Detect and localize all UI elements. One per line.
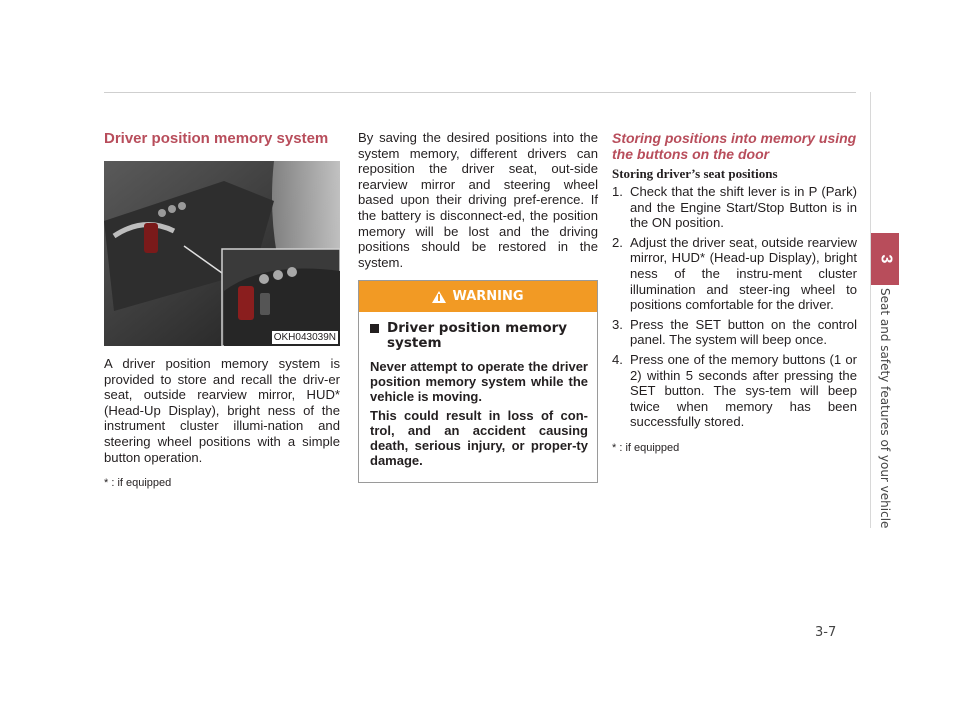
procedure-heading: Storing driver’s seat positions bbox=[612, 166, 778, 181]
page-number: 3-7 bbox=[815, 625, 837, 640]
warning-title: Driver position memory system bbox=[370, 321, 588, 351]
warning-icon bbox=[432, 291, 446, 303]
steps-list bbox=[612, 184, 857, 430]
door-panel-illustration bbox=[104, 161, 340, 346]
tab-divider bbox=[870, 92, 871, 528]
intro-paragraph: A driver position memory system is provided to store and recall the driv-er seat, outside rearview mirror, HUD* (Head-Up Display), bright ness of the instrument cluster illumi-nation and steering wheel positions with a simple button operation. bbox=[104, 356, 340, 465]
bullet-square-icon bbox=[370, 324, 379, 333]
list-item: 2. Adjust the driver seat, outside rearview mirror, HUD* (Head-up Display), bright ness of the instru-ment cluster illumination and steer-ing wheel to positions comfortable for the driver. bbox=[612, 234, 857, 313]
warning-text-2: This could result in loss of con-trol, and an accident causing death, serious injury, or proper-ty damage. bbox=[370, 408, 588, 468]
section-heading: Driver position memory system bbox=[104, 130, 329, 147]
column-1 bbox=[104, 130, 340, 492]
image-code: OKH043039N bbox=[273, 332, 336, 343]
chapter-number-tab[interactable]: 3 bbox=[871, 233, 899, 285]
warning-box bbox=[358, 280, 598, 483]
warning-label: WARNING bbox=[452, 289, 524, 304]
column-2 bbox=[358, 130, 598, 270]
warning-text-1: Never attempt to operate the driver position memory system while the vehicle is moving. bbox=[370, 359, 588, 404]
column-3 bbox=[612, 130, 857, 457]
footnote: * : if equipped bbox=[612, 441, 680, 454]
list-item: 1. Check that the shift lever is in P (Park) and the Engine Start/Stop Button is in the ON position. bbox=[612, 184, 857, 231]
memory-paragraph: By saving the desired positions into the system memory, different drivers can reposition the driver seat, out-side rearview mirror and steering wheel based upon their driving pref-erence. If the battery is disconnect-ed, the position memory will be lost and the driving positions should be restored in the system. bbox=[358, 130, 598, 270]
subsection-heading: Storing positions into memory using the buttons on the door bbox=[612, 130, 857, 162]
list-item: 3. Press the SET button on the control panel. The system will beep once. bbox=[612, 316, 857, 348]
warning-header bbox=[359, 281, 597, 312]
chapter-title-tab: Seat and safety features of your vehicle bbox=[878, 288, 892, 529]
list-item: 4. Press one of the memory buttons (1 or 2) within 5 seconds after pressing the SET button. The sys-tem will beep twice when memory has been successfully stored. bbox=[612, 351, 857, 430]
header-rule bbox=[104, 92, 856, 93]
door-memory-buttons-photo bbox=[104, 161, 340, 346]
footnote: * : if equipped bbox=[104, 477, 172, 490]
